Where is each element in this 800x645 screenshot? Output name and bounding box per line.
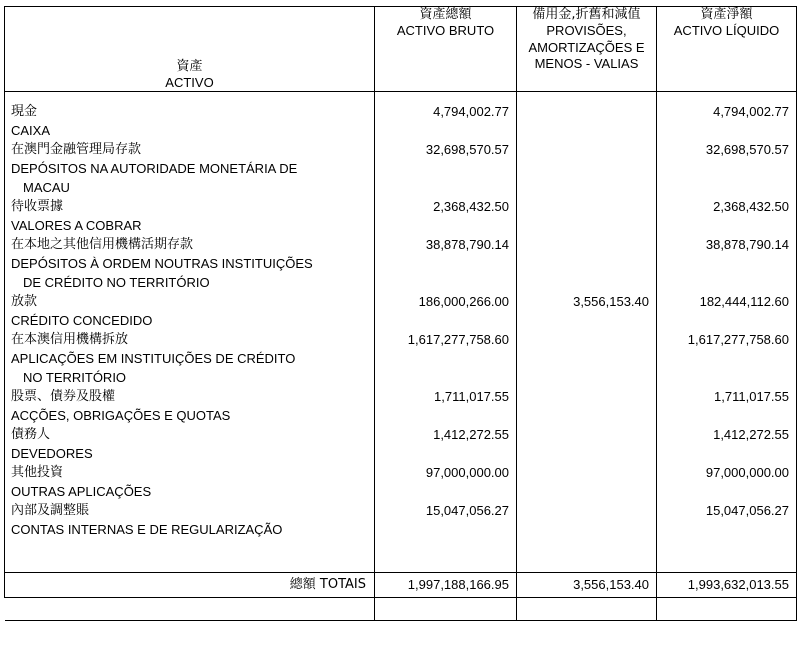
header-provisions-latin-1: PROVISÕES, [546, 23, 627, 39]
row-label-cjk: 其他投資 [11, 465, 64, 480]
row-net-value: 4,794,002.77 [713, 104, 789, 119]
row-gross-value: 186,000,266.00 [418, 294, 509, 309]
row-label-latin: DEVEDORES [11, 446, 93, 461]
row-provisions-value [517, 140, 656, 159]
row-label-latin: DEPÓSITOS NA AUTORIDADE MONETÁRIA DE [11, 161, 298, 176]
row-gross-value: 2,368,432.50 [433, 199, 509, 214]
row-gross-spacer [375, 444, 516, 463]
provisions-column [517, 92, 657, 573]
row-net-spacer [657, 178, 796, 197]
totals-net: 1,993,632,013.55 [687, 577, 789, 592]
row-net-spacer [657, 406, 796, 425]
row-label-cjk: 在澳門金融管理局存款 [11, 142, 142, 157]
row-gross-value: 4,794,002.77 [433, 104, 509, 119]
row-net-value: 97,000,000.00 [705, 465, 789, 480]
table-header [5, 7, 797, 92]
row-label-cjk: 內部及調整賬 [11, 503, 90, 518]
row-gross-spacer [375, 482, 516, 501]
net-column [657, 92, 797, 573]
header-description [5, 7, 375, 92]
row-label-cjk: 放款 [11, 294, 38, 309]
totals-row [5, 573, 797, 598]
row-provisions-value [517, 425, 656, 444]
row-net-spacer [657, 482, 796, 501]
row-provisions-spacer [517, 254, 656, 273]
totals-label: 總額 TOTAIS [289, 577, 366, 592]
header-provisions-cjk: 備用金,折舊和減值 [532, 7, 641, 22]
row-label-latin: DEPÓSITOS À ORDEM NOUTRAS INSTITUIÇÕES [11, 256, 313, 271]
totals-net-cell [657, 573, 797, 598]
header-provisions-latin-3: MENOS - VALIAS [534, 55, 639, 71]
description-lines [5, 92, 374, 539]
row-net-value: 1,617,277,758.60 [687, 332, 789, 347]
row-label-latin: CONTAS INTERNAS E DE REGULARIZAÇÃO [11, 522, 283, 537]
row-provisions-spacer [517, 159, 656, 178]
row-gross-spacer [375, 520, 516, 539]
totals-gross: 1,997,188,166.95 [407, 577, 509, 592]
row-gross-spacer [375, 406, 516, 425]
header-gross-cjk: 資產總額 [419, 7, 472, 22]
provisions-values [517, 92, 656, 539]
row-gross-value: 15,047,056.27 [425, 503, 509, 518]
row-gross-spacer [375, 178, 516, 197]
row-gross-spacer [375, 273, 516, 292]
totals-provisions-cell [517, 573, 657, 598]
totals-provisions: 3,556,153.40 [573, 577, 649, 592]
row-label-latin: CAIXA [11, 123, 51, 138]
row-provisions-spacer [517, 482, 656, 501]
row-label-latin: CRÉDITO CONCEDIDO [11, 313, 153, 328]
row-provisions-spacer [517, 520, 656, 539]
row-gross-value: 38,878,790.14 [425, 237, 509, 252]
row-provisions-value [517, 463, 656, 482]
row-net-value: 2,368,432.50 [713, 199, 789, 214]
row-gross-spacer [375, 121, 516, 140]
row-gross-spacer [375, 311, 516, 330]
row-net-spacer [657, 216, 796, 235]
row-gross-value: 97,000,000.00 [425, 465, 509, 480]
header-provisions-latin-2: AMORTIZAÇÕES E [528, 39, 645, 55]
row-label-cjk: 在本澳信用機構拆放 [11, 332, 129, 347]
row-provisions-value [517, 197, 656, 216]
row-label-latin: DE CRÉDITO NO TERRITÓRIO [23, 275, 210, 290]
row-net-value: 1,412,272.55 [713, 427, 789, 442]
row-label-latin: APLICAÇÕES EM INSTITUIÇÕES DE CRÉDITO [11, 351, 296, 366]
row-net-spacer [657, 444, 796, 463]
row-provisions-spacer [517, 368, 656, 387]
row-label-cjk: 待收票據 [11, 199, 64, 214]
row-label-cjk: 債務人 [11, 427, 51, 442]
header-net-latin: ACTIVO LÍQUIDO [673, 23, 780, 39]
row-provisions-spacer [517, 216, 656, 235]
footer-spacer-description [5, 598, 375, 621]
footer-spacer-gross [375, 598, 517, 621]
gross-values [375, 92, 516, 539]
footer-spacer-provisions [517, 598, 657, 621]
row-gross-spacer [375, 368, 516, 387]
net-values [657, 92, 796, 539]
row-gross-spacer [375, 254, 516, 273]
row-net-value: 1,711,017.55 [714, 389, 789, 404]
header-gross [375, 7, 517, 92]
row-provisions-spacer [517, 311, 656, 330]
row-gross-value: 1,711,017.55 [434, 389, 509, 404]
row-provisions-value [517, 387, 656, 406]
row-net-spacer [657, 121, 796, 140]
row-provisions-spacer [517, 349, 656, 368]
row-gross-value: 32,698,570.57 [425, 142, 509, 157]
assets-table [4, 6, 797, 621]
row-net-spacer [657, 311, 796, 330]
row-net-spacer [657, 368, 796, 387]
row-gross-spacer [375, 159, 516, 178]
header-description-latin: ACTIVO [165, 74, 214, 90]
row-label-latin: VALORES A COBRAR [11, 218, 142, 233]
row-gross-spacer [375, 216, 516, 235]
body-row [5, 92, 797, 573]
header-net [657, 7, 797, 92]
row-label-cjk: 在本地之其他信用機構活期存款 [11, 237, 194, 252]
row-gross-value: 1,617,277,758.60 [407, 332, 509, 347]
header-net-cjk: 資產淨額 [700, 7, 753, 22]
row-net-value: 38,878,790.14 [705, 237, 789, 252]
row-provisions-value [517, 235, 656, 254]
header-provisions [517, 7, 657, 92]
row-net-spacer [657, 520, 796, 539]
row-gross-value: 1,412,272.55 [433, 427, 509, 442]
footer-spacer-row [5, 598, 797, 621]
row-net-spacer [657, 349, 796, 368]
row-label-cjk: 現金 [11, 104, 38, 119]
row-provisions-spacer [517, 178, 656, 197]
footer-spacer-net [657, 598, 797, 621]
row-label-latin: ACÇÕES, OBRIGAÇÕES E QUOTAS [11, 408, 231, 423]
header-gross-latin: ACTIVO BRUTO [396, 23, 495, 39]
row-label-latin: NO TERRITÓRIO [23, 370, 127, 385]
row-provisions-value [517, 102, 656, 121]
row-label-cjk: 股票、債券及股權 [11, 389, 116, 404]
row-net-spacer [657, 254, 796, 273]
row-label-latin: OUTRAS APLICAÇÕES [11, 484, 152, 499]
row-net-value: 15,047,056.27 [705, 503, 789, 518]
row-provisions-value: 3,556,153.40 [573, 294, 649, 309]
description-column [5, 92, 375, 573]
row-net-value: 32,698,570.57 [705, 142, 789, 157]
totals-gross-cell [375, 573, 517, 598]
row-provisions-spacer [517, 406, 656, 425]
row-provisions-spacer [517, 273, 656, 292]
header-row [5, 7, 797, 92]
totals-label-cell [5, 573, 375, 598]
row-net-value: 182,444,112.60 [699, 294, 789, 309]
table-body [5, 92, 797, 621]
row-provisions-spacer [517, 444, 656, 463]
row-net-spacer [657, 159, 796, 178]
row-label-latin: MACAU [23, 180, 70, 195]
row-gross-spacer [375, 349, 516, 368]
row-provisions-value [517, 330, 656, 349]
gross-column [375, 92, 517, 573]
header-description-cjk: 資產 [176, 58, 203, 74]
row-provisions-spacer [517, 121, 656, 140]
row-provisions-value [517, 501, 656, 520]
row-net-spacer [657, 273, 796, 292]
